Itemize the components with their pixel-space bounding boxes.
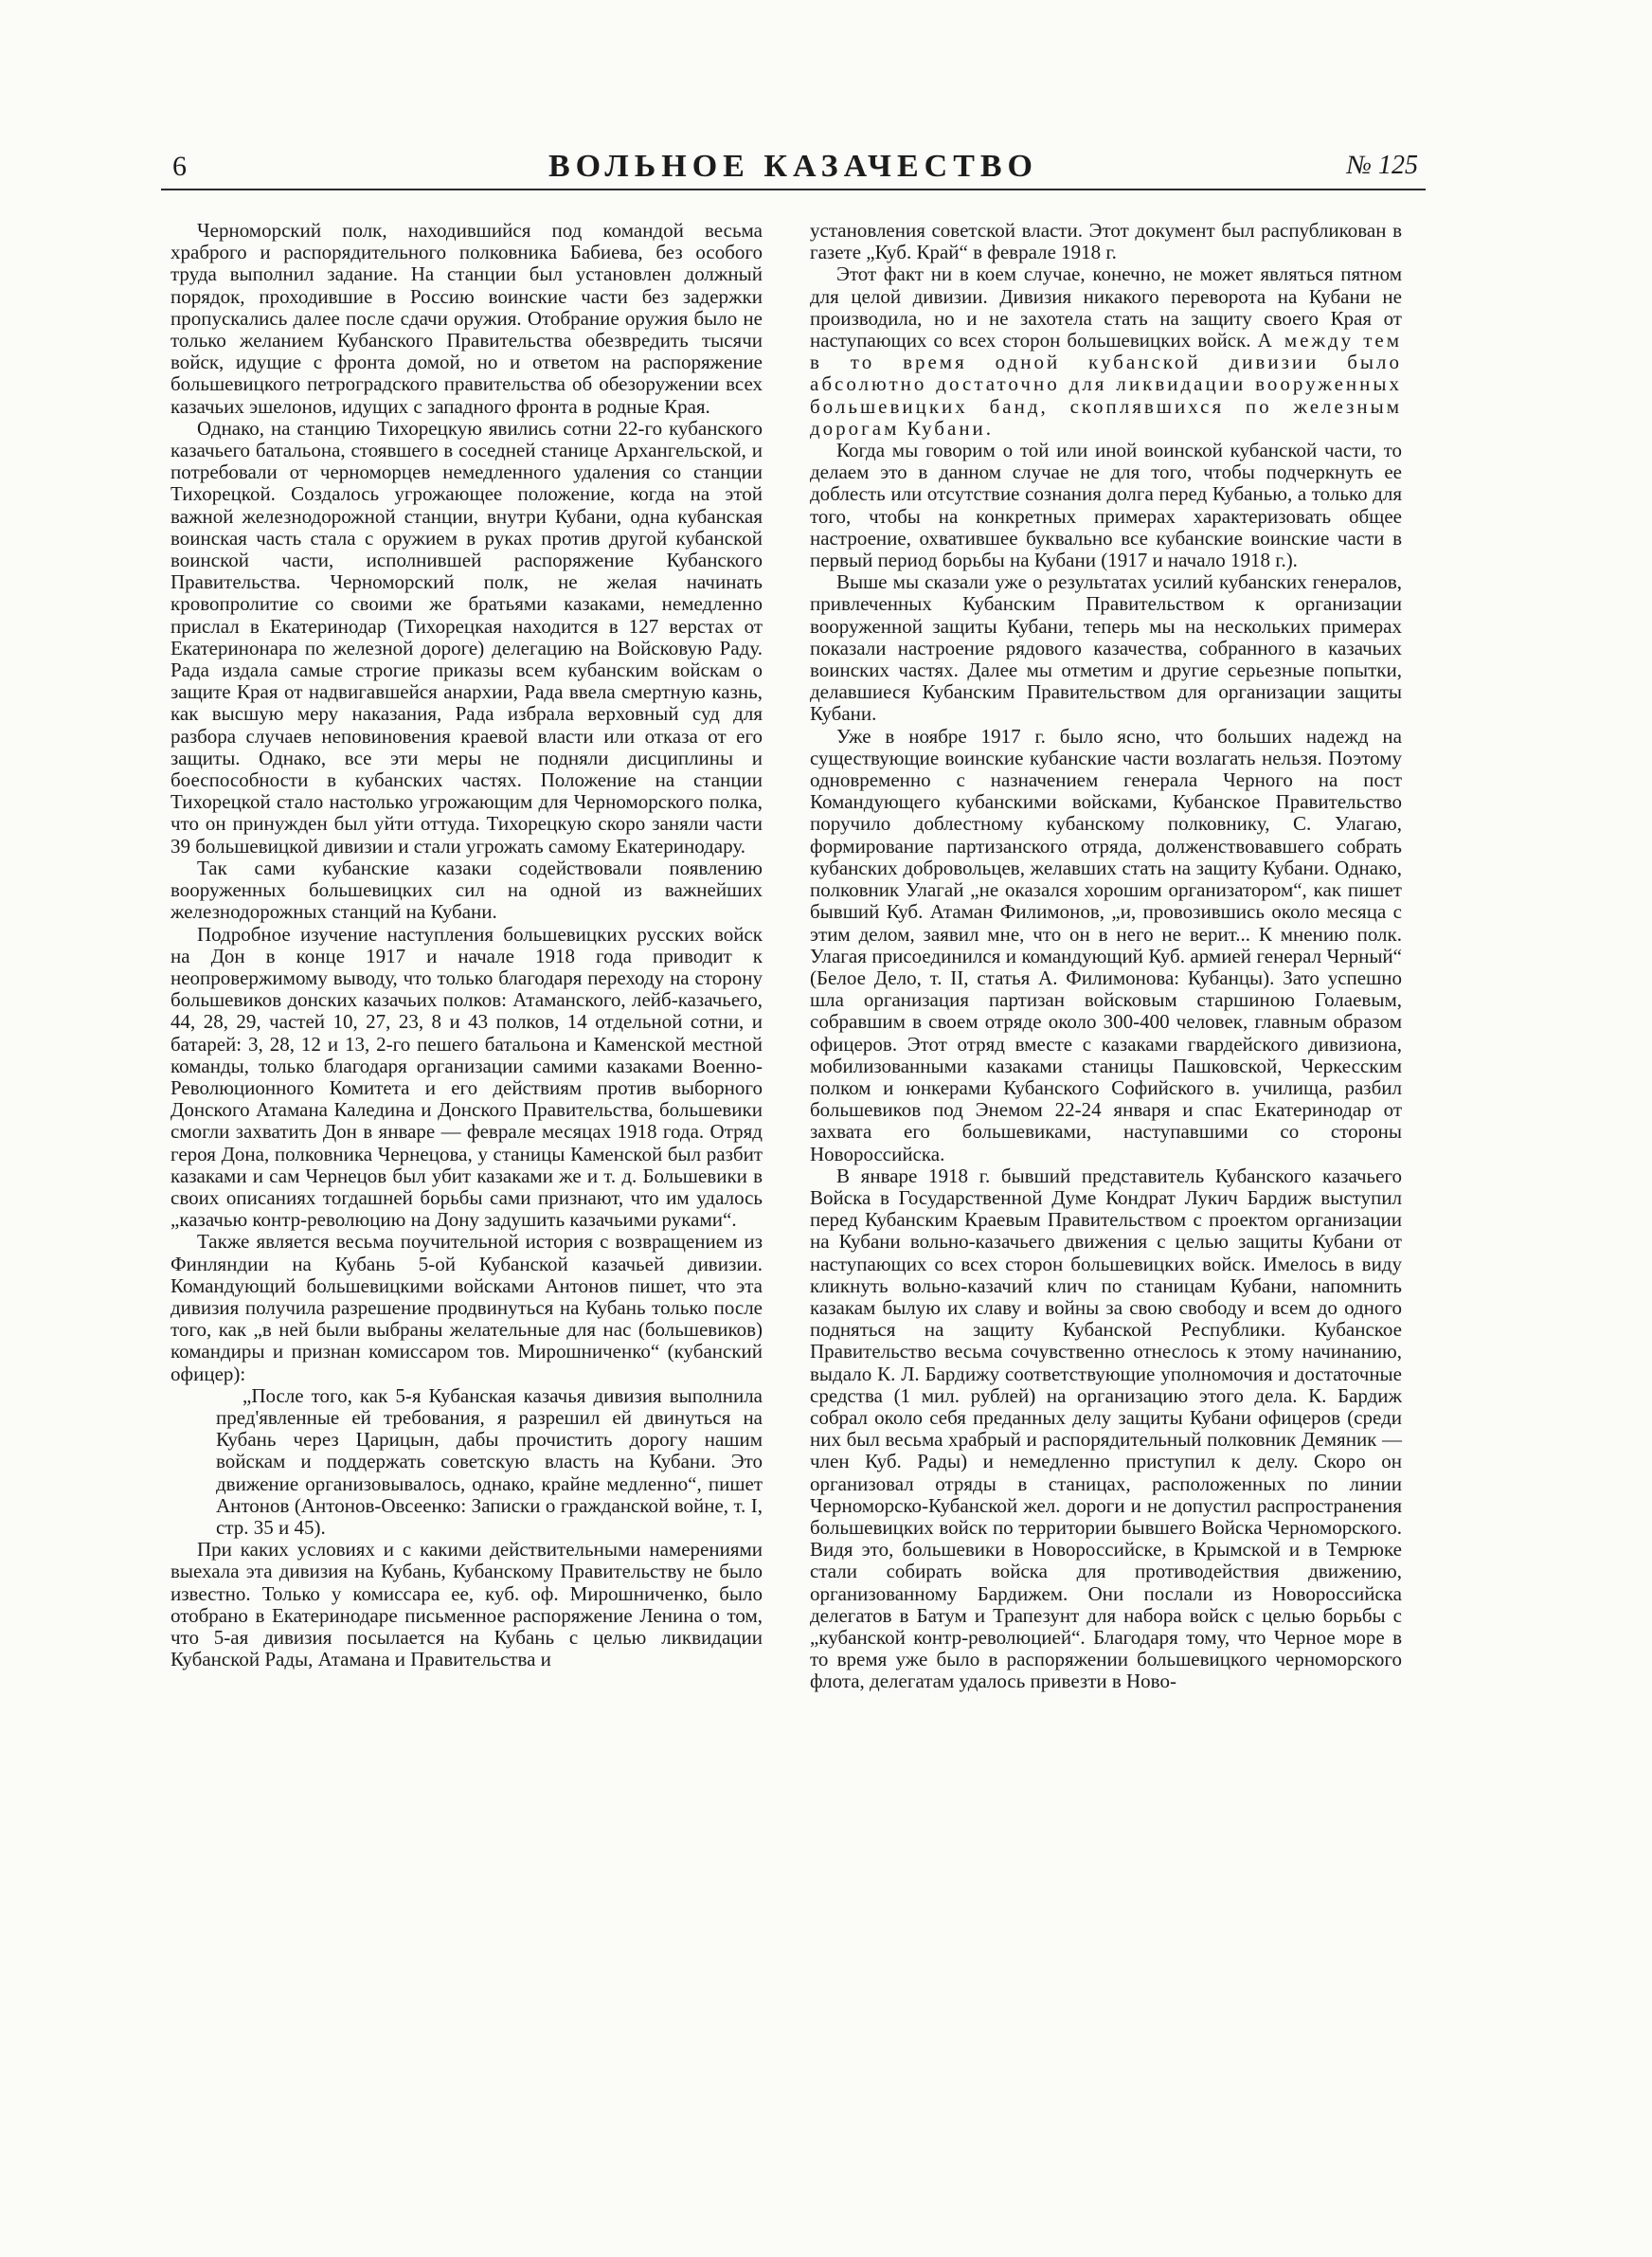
paragraph: При каких условиях и с какими действительными намерениями выехала эта дивизия на Кубань, Кубанскому Правительству не было известно. Только у комиссара ее, куб. оф. Мирошниченко, было отобрано в Екатеринодаре письменное распоряжение Ленина о том, что 5-ая дивизия посылается на Кубань с целью ликвидации Кубанской Рады, Атамана и Правительства и [171,1538,763,1671]
paragraph: Подробное изучение наступления большевицких русских войск на Дон в конце 1917 и начале 1918 года приводит к неопровержимому выводу, что только благодаря переходу на сторону большевиков донских казачьих полков: Атаманского, лейб-казачьего, 44, 28, 29, частей 10, 27, 23, 8 и 43 полков, 14 отдельной сотни, и батарей: 3, 28, 12 и 13, 2-го пешего батальона и Каменской местной команды, только благодаря организации самими казаками Военно-Революционного Комитета и его действиям против выборного Донского Атамана Каледина и Донского Правительства, большевики смогли захватить Дон в январе — феврале месяцах 1918 года. Отряд героя Дона, полковника Чернецова, у станицы Каменской был разбит казаками и сам Чернецов был убит казаками же и т. д. Большевики в своих описаниях тогдашней борьбы сами признают, что им удалось „казачью контр-революцию на Дону задушить казачьими руками“. [171,922,763,1232]
paragraph: В январе 1918 г. бывший представитель Кубанского казачьего Войска в Государственной Думе Кондрат Лукич Бардиж выступил перед Кубанским Краевым Правительством с проектом организации на Кубани вольно-казачьего движения с целью защиты Кубани от наступающих со всех сторон большевицких войск. Имелось в виду кликнуть вольно-казачий клич по станицам Кубани, напомнить казакам былую их славу и войны за свою свободу и всем до одного подняться на защиту Кубанской Республики. Кубанское Правительство весьма сочувственно отнеслось к этому начинанию, выдало К. Л. Бардижу соответствующие уполномочия и достаточные средства (1 мил. рублей) на организацию этого дела. К. Бардиж собрал около себя преданных делу защиты Кубани офицеров (среди них был весьма храбрый и распорядительный полковник Демяник — член Куб. Рады) и немедленно приступил к делу. Скоро он организовал отряды в станицах, расположенных по линии Черноморско-Кубанской жел. дороги и не допустил распространения большевицких войск по территории бывшего Войска Черноморского. Видя это, большевики в Новороссийске, в Крымской и в Темрюке стали собирать войска для противодействия движению, организованному Бардижем. Они послали из Новороссийска делегатов в Батум и Трапезунт для набора войск с целью борьбы с „кубанской контр-революцией“. Благодаря тому, что Черное море в то время уже было в распоряжении большевицкого черноморского флота, делегатам удалось привезти в Ново- [810,1164,1402,1693]
block-quote: „После того, как 5-я Кубанская казачья дивизия выполнила пред'явленные ей требования, я разрешил ей двинуться на Кубань через Царицын, дабы прочистить дорогу нашим войскам и поддержать советскую власть на Кубани. Это движение организовывалось, однако, крайне медленно“, пишет Антонов (Антонов-Овсеенко: Записки о гражданской войне, т. I, стр. 35 и 45). [216,1383,763,1539]
left-column [171,220,763,1670]
emphasized-text: А между тем в то время одной кубанской дивизии было абсолютно достаточно для ликвидации вооруженных большевицких банд, скоплявшихся по железным дорогам Кубани. [810,329,1403,440]
paragraph: Черноморский полк, находившийся под командой весьма храброго и распорядительного полковника Бабиева, без особого труда выполнил задание. На станции был установлен должный порядок, проходившие в Россию воинские части без задержки пропускались далее после сдачи оружия. Отобрание оружия было не только желанием Кубанского Правительства обезвредить тысячи войск, идущие с фронта домой, но и ответом на распоряжение большевицкого петроградского правительства об обезоружении всех казачьих эшелонов, идущих с западного фронта в родные Края. [171,219,763,418]
paragraph: Однако, на станцию Тихорецкую явились сотни 22-го кубанского казачьего батальона, стоявшего в соседней станице Архангельской, и потребовали от черноморцев немедленного удаления со станции Тихорецкой. Создалось угрожающее положение, когда на этой важной железнодорожной станции, внутри Кубани, одна кубанская воинская часть стала с оружием в руках против другой кубанской воинской части, исполнившей распоряжение Кубанского Правительства. Черноморский полк, не желая начинать кровопролитие со своими же братьями казаками, немедленно прислал в Екатеринодар (Тихорецкая находится в 127 верстах от Екатеринонара по железной дороге) делегацию на Войсковую Раду. Рада издала самые строгие приказы всем кубанским войскам о защите Края от надвигавшейся анархии, Рада ввела смертную казнь, как высшую меру наказания, Рада избрала верховный суд для разбора случаев неповиновения краевой власти или отказа от его защиты. Однако, все эти меры не подняли дисциплины и боеспособности в кубанских частях. Положение на станции Тихорецкой стало настолько угрожающим для Черноморского полка, что он принужден был уйти оттуда. Тихорецкую скоро заняли части 39 большевицкой дивизии и стали угрожать самому Екатеринодару. [171,416,763,858]
page-header [161,147,1426,190]
right-column [810,220,1402,1693]
paragraph-text: Этот факт ни в коем случае, конечно, не может являться пятном для целой дивизии. Дивизия никакого переворота на Кубани не производила, но и не захотела стать на защиту своего Края от наступающих со всех сторон большевицких войск. [810,262,1402,352]
paragraph: Уже в ноябре 1917 г. было ясно, что больших надежд на существующие воинские кубанские части возлагать нельзя. Поэтому одновременно с назначением генерала Черного на пост Командующего кубанскими войсками, Кубанское Правительство поручило доблестному кубанскому полковнику, С. Улагаю, формирование партизанского отряда, долженствовавшего собрать кубанских добровольцев, желавших стать на защиту Кубани. Однако, полковник Улагай „не оказался хорошим организатором“, как пишет бывший Куб. Атаман Филимонов, „и, провозившись около месяца с этим делом, заявил мне, что он в него не верит... К мнению полк. Улагая присоединился и командующий Куб. армией генерал Черный“ (Белое Дело, т. II, статья А. Филимонова: Кубанцы). Зато успешно шла организация партизан войсковым старшиною Голаевым, собравшим в своем отряде около 300-400 человек, главным образом офицеров. Этот отряд вместе с казаками гвардейского дивизиона, мобилизованными казаками станицы Пашковской, Черкесским полком и юнкерами Кубанского Софийского в. училища, разбил большевиков под Энемом 22-24 января и спас Екатеринодар от захвата его большевиками, наступавшими со стороны Новороссийска. [810,724,1402,1165]
paragraph: установления советской власти. Этот документ был распубликован в газете „Куб. Край“ в феврале 1918 г. [810,219,1402,264]
paragraph: Выше мы сказали уже о результатах усилий кубанских генералов, привлеченных Кубанским Правительством к организации вооруженной защиты Кубани, теперь мы на нескольких примерах показали настроение рядового казачества, собранного в казачьих воинских частях. Далее мы отметим и другие серьезные попытки, делавшиеся Кубанским Правительством для организации защиты Кубани. [810,570,1402,726]
paragraph: Также является весьма поучительной история с возвращением из Финляндии на Кубань 5-ой Кубанской казачьей дивизии. Командующий большевицкими войсками Антонов пишет, что эта дивизия получила разрешение продвинуться на Кубань только после того, как „в ней были выбраны желательные для нас (большевиков) командиры и признан комиссаром тов. Мирошниченко“ (кубанский офицер): [171,1230,763,1385]
issue-number: № 125 [1346,151,1418,180]
paragraph: Когда мы говорим о той или иной воинской кубанской части, то делаем это в данном случае не для того, чтобы подчеркнуть ее доблесть или отсутствие сознания долга перед Кубанью, а только для того, чтобы на конкретных примерах характеризовать общее настроение, охватившее буквально все кубанские воинские части в первый период борьбы на Кубани (1917 и начало 1918 г.). [810,439,1402,572]
paragraph [810,263,1402,440]
page-number: 6 [172,151,187,182]
journal-title: ВОЛЬНОЕ КАЗАЧЕСТВО [548,149,1038,184]
paragraph: Так сами кубанские казаки содействовали появлению вооруженных большевицких сил на одной из важнейших железнодорожных станций на Кубани. [171,856,763,924]
